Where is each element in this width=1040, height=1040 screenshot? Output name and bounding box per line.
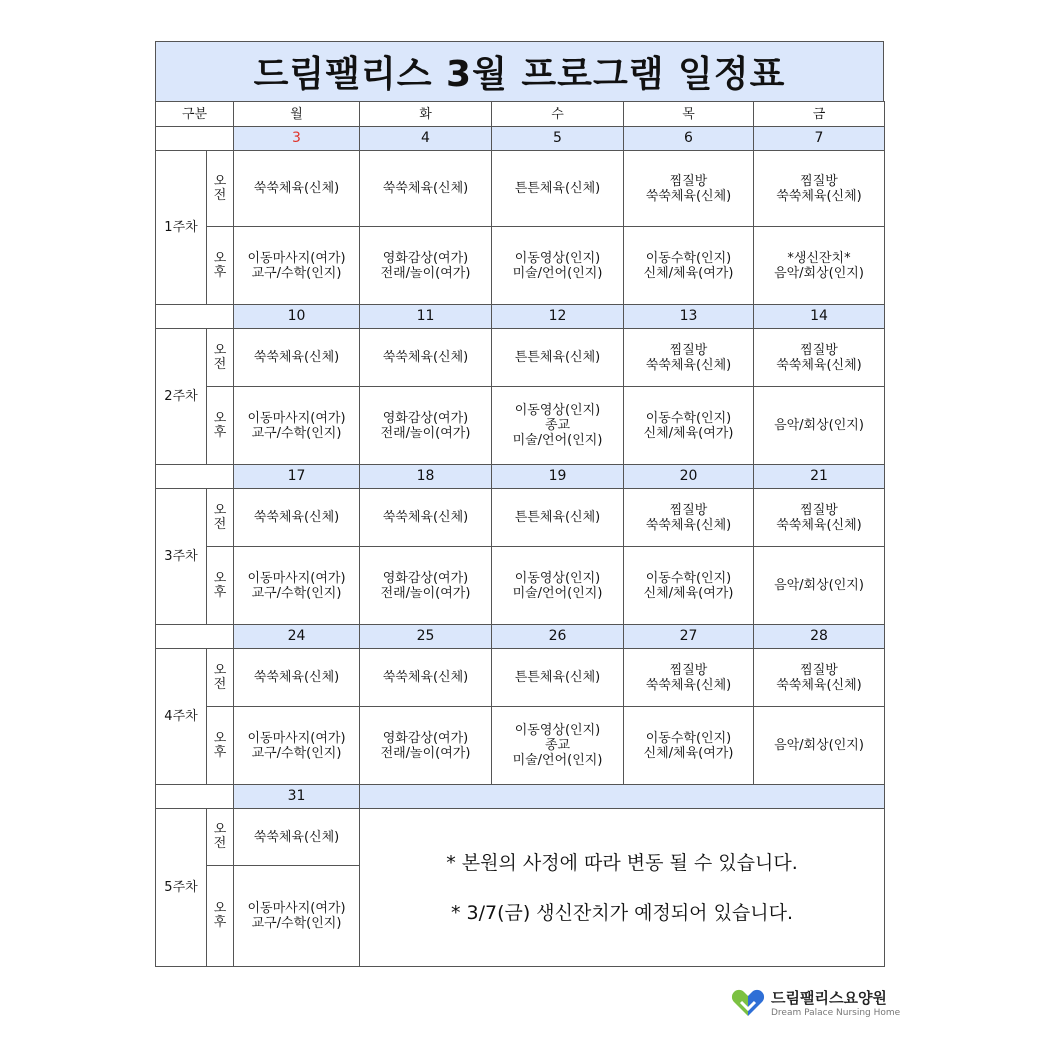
schedule-sheet (155, 41, 884, 967)
program-cell (624, 547, 754, 625)
program-cell (624, 329, 754, 387)
cell-line: 쑥쑥체육(신체) (645, 677, 732, 693)
program-cell (234, 227, 360, 305)
period-char: 후 (213, 264, 227, 280)
date-row-spacer (156, 465, 234, 489)
week-label: 2주차 (156, 329, 207, 465)
date-cell: 27 (624, 625, 754, 649)
period-char: 전 (213, 676, 227, 692)
header-wed: 수 (492, 102, 624, 127)
period-pm (207, 707, 234, 785)
period-char: 오 (213, 662, 227, 678)
date-cell: 17 (234, 465, 360, 489)
date-row-spacer (156, 127, 234, 151)
cell-line: 찜질방 (669, 502, 708, 518)
period-char: 오 (213, 502, 227, 518)
pm-row (156, 387, 885, 465)
period-char: 오 (213, 822, 227, 837)
cell-line: *생신잔치* (787, 250, 851, 266)
date-row-spacer (156, 785, 234, 809)
cell-line: 전래/놀이(여가) (380, 585, 471, 601)
program-cell (360, 707, 492, 785)
program-cell (754, 387, 885, 465)
program-cell (754, 151, 885, 227)
cell-line: 찜질방 (669, 342, 708, 358)
program-cell (754, 489, 885, 547)
date-cell: 21 (754, 465, 885, 489)
period-pm (207, 227, 234, 305)
cell-line: 신체/체육(여가) (643, 745, 734, 761)
date-row (156, 625, 885, 649)
date-cell: 7 (754, 127, 885, 151)
period-char: 후 (213, 424, 227, 440)
program-cell (234, 809, 360, 866)
cell-line: 쑥쑥체육(신체) (645, 188, 732, 204)
am-row (156, 151, 885, 227)
cell-line: 쑥쑥체육(신체) (776, 677, 862, 693)
cell-line: 음악/회상(인지) (774, 738, 864, 753)
cell-line: 이동수학(인지) (645, 410, 732, 426)
program-cell (234, 489, 360, 547)
cell-line: 쑥쑥체육(신체) (776, 357, 862, 373)
cell-line: 영화감상(여가) (382, 570, 469, 586)
cell-line: 교구/수학(인지) (251, 265, 342, 281)
cell-line: 영화감상(여가) (382, 250, 469, 266)
date-cell: 31 (234, 785, 360, 809)
cell-line: 튼튼체육(신체) (514, 510, 601, 525)
cell-line: 쑥쑥체육(신체) (776, 188, 862, 204)
program-cell (624, 489, 754, 547)
period-char: 후 (213, 744, 227, 760)
program-cell (360, 227, 492, 305)
period-char: 오 (213, 342, 227, 358)
cell-line: 이동마사지(여가) (247, 410, 346, 426)
cell-line: 신체/체육(여가) (643, 585, 734, 601)
cell-line: 이동영상(인지) (514, 403, 601, 418)
program-cell (624, 387, 754, 465)
cell-line: 교구/수학(인지) (251, 916, 342, 931)
header-mon: 월 (234, 102, 360, 127)
date-cell: 4 (360, 127, 492, 151)
cell-line: 찜질방 (800, 173, 838, 189)
cell-line: 교구/수학(인지) (251, 425, 342, 441)
period-char: 후 (213, 915, 227, 930)
cell-line: 전래/놀이(여가) (380, 265, 471, 281)
cell-line: 찜질방 (800, 662, 838, 678)
cell-line: 쑥쑥체육(신체) (382, 510, 469, 525)
program-cell (234, 866, 360, 967)
program-cell (754, 707, 885, 785)
pm-row (156, 547, 885, 625)
period-pm (207, 547, 234, 625)
program-cell (234, 707, 360, 785)
pm-row (156, 707, 885, 785)
period-char: 오 (213, 730, 227, 746)
program-cell (360, 649, 492, 707)
period-char: 오 (213, 901, 227, 916)
pm-row (156, 227, 885, 305)
date-cell: 10 (234, 305, 360, 329)
program-cell (360, 547, 492, 625)
period-char: 전 (213, 836, 227, 851)
cell-line: 튼튼체육(신체) (514, 350, 601, 365)
date-row (156, 127, 885, 151)
program-cell (492, 227, 624, 305)
date-cell: 25 (360, 625, 492, 649)
date-row (156, 785, 885, 809)
cell-line: 이동마사지(여가) (247, 570, 346, 586)
am-row (156, 649, 885, 707)
cell-line: 이동영상(인지) (514, 570, 601, 586)
period-am (207, 151, 234, 227)
program-cell (492, 489, 624, 547)
cell-line: 이동영상(인지) (514, 723, 601, 738)
week-label: 5주차 (156, 809, 207, 967)
date-cell: 28 (754, 625, 885, 649)
program-cell (360, 329, 492, 387)
date-cell: 14 (754, 305, 885, 329)
cell-line: 이동수학(인지) (645, 250, 732, 266)
cell-line: 찜질방 (669, 173, 708, 189)
date-cell: 12 (492, 305, 624, 329)
period-am (207, 809, 234, 866)
period-char: 오 (213, 410, 227, 426)
cell-line: 교구/수학(인지) (251, 585, 342, 601)
date-cell: 3 (234, 127, 360, 151)
cell-line: 쑥쑥체육(신체) (645, 517, 732, 533)
cell-line: 영화감상(여가) (382, 730, 469, 746)
cell-line: 쑥쑥체육(신체) (253, 350, 340, 365)
program-cell (492, 151, 624, 227)
am-row (156, 329, 885, 387)
cell-line: 찜질방 (800, 502, 838, 518)
header-row (156, 102, 885, 127)
cell-line: 이동영상(인지) (514, 250, 601, 266)
logo-name: 드림팰리스요양원 (771, 989, 887, 1007)
program-cell (492, 707, 624, 785)
date-cell: 6 (624, 127, 754, 151)
cell-line: 찜질방 (669, 662, 708, 678)
program-cell (754, 547, 885, 625)
cell-line: 음악/회상(인지) (774, 578, 864, 593)
notice-line: * 본원의 사정에 따라 변동 될 수 있습니다. (446, 851, 798, 874)
cell-line: 쑥쑥체육(신체) (253, 510, 340, 525)
cell-line: 튼튼체육(신체) (514, 670, 601, 685)
cell-line: 미술/언어(인지) (512, 433, 603, 448)
period-char: 오 (213, 570, 227, 586)
program-cell (234, 387, 360, 465)
date-cell: 20 (624, 465, 754, 489)
program-cell (754, 227, 885, 305)
week-label: 1주차 (156, 151, 207, 305)
date-row-spacer (156, 305, 234, 329)
date-row (156, 465, 885, 489)
cell-line: 음악/회상(인지) (774, 418, 864, 433)
program-cell (360, 489, 492, 547)
cell-line: 이동수학(인지) (645, 730, 732, 746)
program-cell (234, 547, 360, 625)
period-am (207, 489, 234, 547)
date-cell: 18 (360, 465, 492, 489)
period-char: 후 (213, 584, 227, 600)
date-cell: 11 (360, 305, 492, 329)
header-thu: 목 (624, 102, 754, 127)
cell-line: 종교 (544, 418, 571, 433)
program-cell (234, 649, 360, 707)
cell-line: 영화감상(여가) (382, 410, 469, 426)
program-cell (754, 329, 885, 387)
cell-line: 미술/언어(인지) (512, 265, 603, 281)
week-label: 4주차 (156, 649, 207, 785)
week-label: 3주차 (156, 489, 207, 625)
period-char: 오 (213, 250, 227, 266)
am-row (156, 809, 885, 866)
cell-line: 전래/놀이(여가) (380, 745, 471, 761)
header-fri: 금 (754, 102, 885, 127)
program-cell (492, 649, 624, 707)
date-row-spacer (156, 625, 234, 649)
program-cell (360, 387, 492, 465)
cell-line: 신체/체육(여가) (643, 265, 734, 281)
date-cell: 26 (492, 625, 624, 649)
period-pm (207, 866, 234, 967)
period-char: 전 (213, 187, 227, 203)
cell-line: 이동마사지(여가) (247, 730, 346, 746)
program-cell (492, 547, 624, 625)
cell-line: 쑥쑥체육(신체) (253, 181, 340, 196)
page-title: 드림팰리스 3월 프로그램 일정표 (155, 41, 884, 101)
logo-subtitle: Dream Palace Nursing Home (771, 1008, 901, 1018)
schedule-table (155, 101, 885, 967)
cell-line: 쑥쑥체육(신체) (645, 357, 732, 373)
cell-line: 이동마사지(여가) (247, 250, 346, 266)
program-cell (234, 329, 360, 387)
cell-line: 미술/언어(인지) (512, 753, 603, 768)
cell-line: 쑥쑥체육(신체) (776, 517, 862, 533)
cell-line: 쑥쑥체육(신체) (382, 670, 469, 685)
period-pm (207, 387, 234, 465)
program-cell (754, 649, 885, 707)
date-row-fill (360, 785, 885, 809)
date-cell: 19 (492, 465, 624, 489)
cell-line: 전래/놀이(여가) (380, 425, 471, 441)
program-cell (624, 151, 754, 227)
program-cell (624, 707, 754, 785)
cell-line: 튼튼체육(신체) (514, 181, 601, 196)
cell-line: 이동수학(인지) (645, 570, 732, 586)
cell-line: 쑥쑥체육(신체) (253, 829, 340, 845)
am-row (156, 489, 885, 547)
cell-line: 이동마사지(여가) (247, 901, 346, 916)
cell-line: 신체/체육(여가) (643, 425, 734, 441)
period-char: 전 (213, 356, 227, 372)
cell-line: 쑥쑥체육(신체) (382, 350, 469, 365)
program-cell (492, 387, 624, 465)
date-cell: 5 (492, 127, 624, 151)
period-char: 오 (213, 173, 227, 189)
date-row (156, 305, 885, 329)
program-cell (624, 649, 754, 707)
date-cell: 13 (624, 305, 754, 329)
cell-line: 종교 (544, 738, 571, 753)
cell-line: 쑥쑥체육(신체) (382, 181, 469, 196)
notice-box (360, 809, 885, 967)
program-cell (360, 151, 492, 227)
date-cell: 24 (234, 625, 360, 649)
program-cell (624, 227, 754, 305)
period-am (207, 329, 234, 387)
cell-line: 음악/회상(인지) (774, 265, 864, 281)
period-am (207, 649, 234, 707)
cell-line: 교구/수학(인지) (251, 745, 342, 761)
notice-line: * 3/7(금) 생신잔치가 예정되어 있습니다. (450, 901, 794, 924)
period-char: 전 (213, 516, 227, 532)
program-cell (234, 151, 360, 227)
header-category: 구분 (156, 102, 234, 127)
cell-line: 미술/언어(인지) (512, 585, 603, 601)
header-tue: 화 (360, 102, 492, 127)
logo-heart-icon (728, 982, 768, 1022)
logo (728, 982, 901, 1026)
program-cell (492, 329, 624, 387)
cell-line: 쑥쑥체육(신체) (253, 670, 340, 685)
cell-line: 찜질방 (800, 342, 838, 358)
